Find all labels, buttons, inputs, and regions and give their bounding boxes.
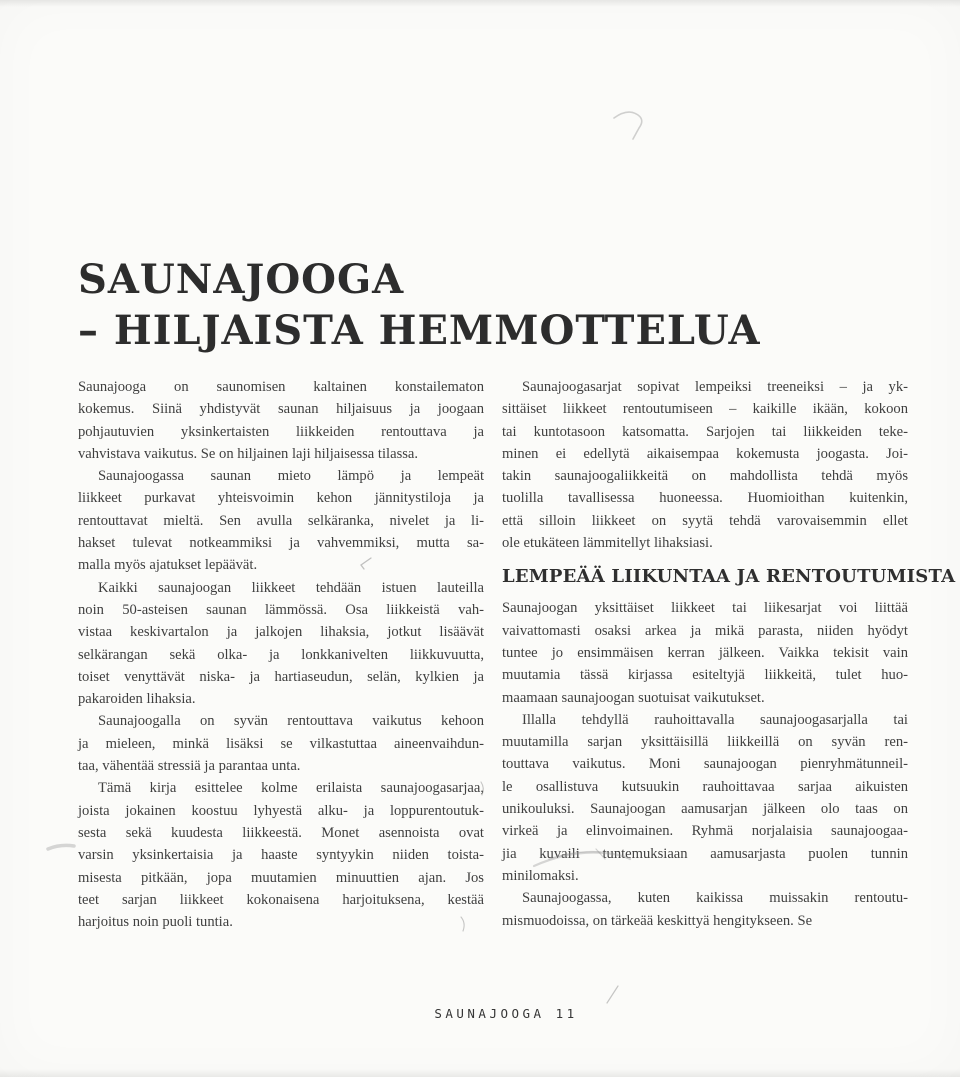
text-line: vahvistava vaikutus. Se on hiljainen laji hiljaisessa tilassa. <box>78 445 419 462</box>
text-line: Saunajooga on saunomisen kaltainen konstailematon <box>78 379 484 395</box>
text-line: malla myös ajatukset lepäävät. <box>78 557 258 574</box>
text-line: hakset tulevat notkeammiksi ja vahvemmiksi, mutta sa- <box>78 535 484 552</box>
right-text-column <box>502 376 956 932</box>
text-line: toiset venyttävät niska- ja hartiaseudun, selän, kylkien ja <box>78 668 484 685</box>
text-line: vistaa keskivartalon ja jalkojen lihaksia, jotkut lisäävät <box>78 624 484 641</box>
text-line: tuntee jo ensimmäisen kerran jälkeen. Vaikka tekisit vain <box>502 644 908 661</box>
text-line: virkeä ja elinvoimainen. Ryhmä norjalaisia saunajoogaa- <box>502 823 908 840</box>
text-line: takin saunajoogaliikkeitä on mahdollista tehdä myös <box>502 468 908 485</box>
text-line: vaivattomasti osaksi arkea ja mikä parasta, niiden hyödyt <box>502 622 908 639</box>
footer-book-title: SAUNAJOOGA <box>434 1006 545 1021</box>
text-line: Illalla tehdyllä rauhoittavalla saunajoogasarjalla tai <box>522 711 908 728</box>
title-line-1: SAUNAJOOGA <box>78 256 405 303</box>
text-line: varsin yksinkertaisia ja haaste syntyykin niiden toista- <box>78 847 484 864</box>
left-text-column <box>78 376 484 933</box>
text-line: pohjautuvien yksinkertaisten liikkeiden rentouttava ja <box>78 423 484 440</box>
text-line: le osallistuva kutsuukin rauhoittavaa sarjaa aikuisten <box>502 778 908 795</box>
text-line: ole etukäteen lämmitellyt lihaksiasi. <box>502 535 713 552</box>
text-line: noin 50-asteisen saunan lämmössä. Osa liikkeistä vah- <box>78 601 484 618</box>
text-line: tuolilla tavallisessa huoneessa. Huomioithan kuitenkin, <box>502 490 908 507</box>
text-line: Tämä kirja esittelee kolme erilaista saunajoogasarjaa, <box>98 780 484 797</box>
text-line: unikouluksi. Saunajoogan aamusarjan jälkeen olo taas on <box>502 801 908 818</box>
text-line: muutamia tässä kirjassa esiteltyjä liikkeitä, tulet huo- <box>502 667 908 684</box>
text-line: mismuodoissa, on tärkeää keskittyä hengitykseen. Se <box>502 912 813 929</box>
text-line: liikkeet purkavat yhteisvoimin kehon jännitystiloja ja <box>78 490 484 507</box>
text-line: jia kuvaili tuntemuksiaan aamusarjasta puolen tunnin <box>502 845 908 862</box>
text-line: kokemus. Siinä yhdistyvät saunan hiljaisuus ja joogaan <box>78 401 484 418</box>
text-line: Saunajoogasarjat sopivat lempeiksi treeneiksi – ja yk- <box>522 379 908 395</box>
pencil-squiggle-top-right <box>614 112 642 139</box>
text-line: rentouttavat mieltä. Sen avulla selkäranka, nivelet ja li- <box>78 512 484 529</box>
text-line: teet sarjan liikkeet kokonaisena harjoituksena, kestää <box>78 891 484 908</box>
text-line: joista jokainen koostuu lyhyestä alku- ja loppurentoutuk- <box>78 802 484 819</box>
text-line: pakaroiden lihaksia. <box>78 691 196 708</box>
text-line: Saunajoogalla on syvän rentouttava vaikutus kehoon <box>98 713 484 730</box>
text-line: Kaikki saunajoogan liikkeet tehdään istuen lauteilla <box>98 579 484 596</box>
text-line: tai kuntotasoon katsomatta. Sarjojen tai liikkeiden teke- <box>502 423 908 440</box>
pencil-smudge-left-margin <box>48 845 74 849</box>
page-title <box>78 254 761 356</box>
text-line: sittäiset liikkeet rentoutumiseen – kaikille ikään, kokoon <box>502 401 908 418</box>
text-line: Saunajoogassa, kuten kaikissa muissakin rentoutu- <box>522 890 908 907</box>
text-line: minen ei edellytä aikaisempaa kokemusta joogasta. Joi- <box>502 445 908 462</box>
text-line: että silloin liikkeet on syytä tehdä varovaisemmin ellet <box>502 512 908 529</box>
text-line: harjoitus noin puoli tuntia. <box>78 914 233 931</box>
text-line: sesta sekä kuudesta liikkeestä. Monet asennoista ovat <box>78 824 484 841</box>
pencil-slash-above-footer <box>607 986 618 1003</box>
title-line-2: – HILJAISTA HEMMOTTELUA <box>78 307 761 354</box>
text-line: taa, vähentää stressiä ja parantaa unta. <box>78 758 301 775</box>
footer-page-number: 11 <box>555 1006 578 1021</box>
section-heading: LEMPEÄÄ LIIKUNTAA JA RENTOUTUMISTA <box>502 566 956 588</box>
page-footer <box>0 1006 960 1021</box>
text-line: maamaan saunajoogan suotuisat vaikutukset. <box>502 689 765 706</box>
text-line: selkärangan sekä olka- ja lonkkanivelten liikkuvuutta, <box>78 646 484 663</box>
text-line: Saunajoogan yksittäiset liikkeet tai liikesarjat voi liittää <box>502 600 908 617</box>
text-line: touttava vaikutus. Moni saunajoogan pienryhmätunneil- <box>502 756 908 773</box>
text-line: minilomaksi. <box>502 867 579 884</box>
text-line: ja mieleen, minkä lisäksi se vilkastuttaa aineenvaihdun- <box>78 735 484 752</box>
text-line: misesta pitkään, jopa muutamien minuuttien ajan. Jos <box>78 869 484 886</box>
text-line: muutamilla sarjan yksittäisillä liikkeillä on syvän ren- <box>502 734 908 751</box>
text-line: Saunajoogassa saunan mieto lämpö ja lempeät <box>98 468 484 485</box>
